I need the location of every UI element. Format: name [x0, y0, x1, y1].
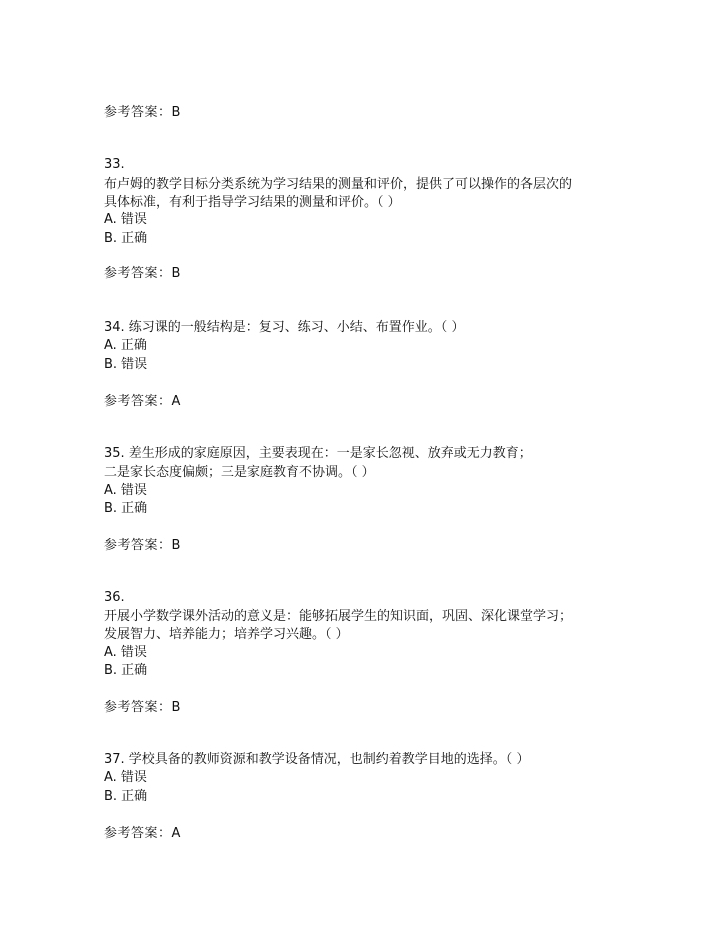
q37-option-b: B. 正确	[104, 789, 148, 804]
q36-option-b: B. 正确	[104, 663, 148, 678]
q34-text-line-1: 34. 练习课的一般结构是：复习、练习、小结、布置作业。（ ）	[104, 320, 465, 335]
q36-answer: 参考答案：B	[104, 700, 181, 715]
q33-answer: 参考答案：B	[104, 266, 181, 281]
q37-answer: 参考答案：A	[104, 826, 181, 841]
q34-option-b: B. 错误	[104, 357, 148, 372]
q36-option-a: A. 错误	[104, 645, 147, 660]
q35-answer: 参考答案：B	[104, 538, 181, 553]
q36-text-line-2: 发展智力、培养能力；培养学习兴趣。（ ）	[104, 627, 349, 642]
q34-option-a: A. 正确	[104, 338, 147, 353]
q35-text-line-1: 35. 差生形成的家庭原因，主要表现在：一是家长忽视、放弃或无力教育；	[104, 446, 532, 461]
q37-option-a: A. 错误	[104, 770, 147, 785]
answer-prev: 参考答案：B	[104, 105, 181, 120]
q35-option-b: B. 正确	[104, 501, 148, 516]
q35-text-line-2: 二是家长态度偏颇；三是家庭教育不协调。（ ）	[104, 465, 375, 480]
q36-number: 36.	[104, 590, 125, 605]
q33-option-b: B. 正确	[104, 231, 148, 246]
q34-answer: 参考答案：A	[104, 394, 181, 409]
q37-text-line-1: 37. 学校具备的教师资源和教学设备情况，也制约着教学目地的选择。（ ）	[104, 752, 530, 767]
q33-text-line-2: 具体标准，有利于指导学习结果的测量和评价。（ ）	[104, 195, 401, 210]
q35-option-a: A. 错误	[104, 483, 147, 498]
q36-text-line-1: 开展小学数学课外活动的意义是：能够拓展学生的知识面，巩固、深化课堂学习；	[104, 609, 573, 624]
q33-number: 33.	[104, 157, 125, 172]
q33-text-line-1: 布卢姆的教学目标分类系统为学习结果的测量和评价，提供了可以操作的各层次的	[104, 177, 573, 192]
q33-option-a: A. 错误	[104, 212, 147, 227]
